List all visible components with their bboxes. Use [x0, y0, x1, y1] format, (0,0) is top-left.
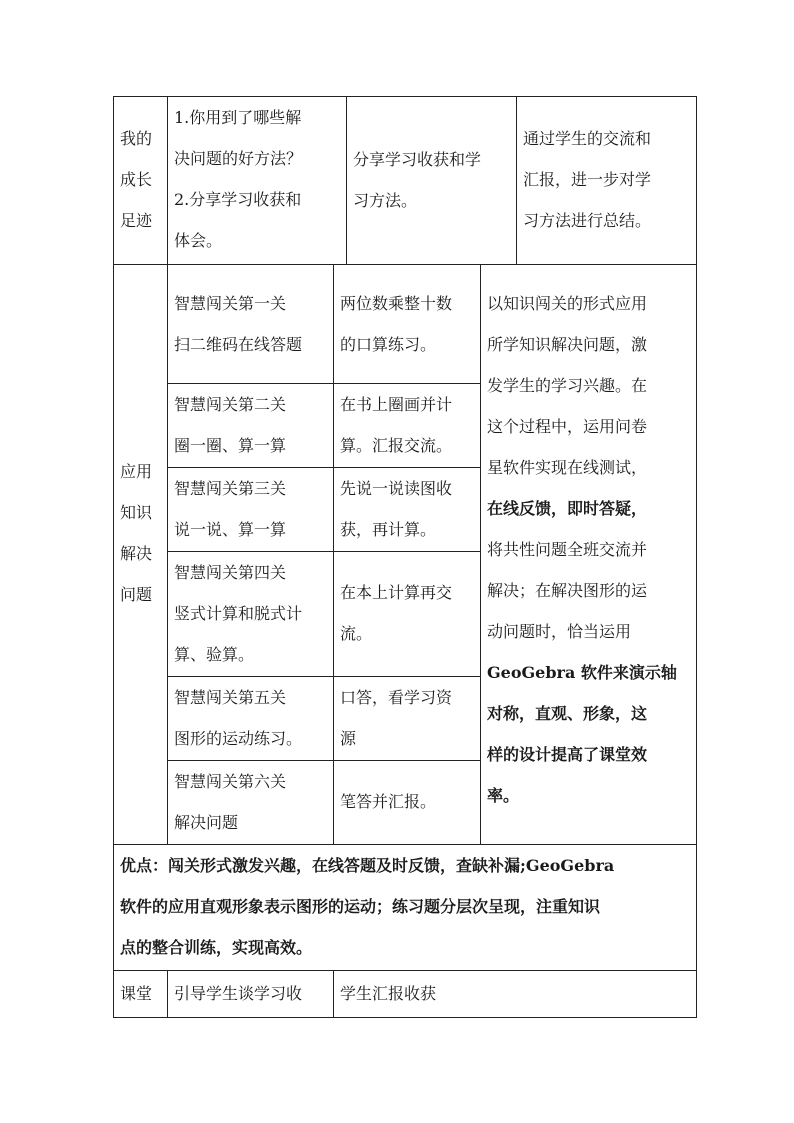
apply-intent: 以知识闯关的形式应用 所学知识解决问题，激 发学生的学习兴趣。在 这个过程中，运用问卷 星软件实现在线测试， 在线反馈，即时答疑， 将共性问题全班交流并 解决；在解决图形的运 动问题时，恰当运用 GeoGebra 软件来演示轴 对称，直观、形象，这 样的设计提高了课堂效 率。 [487, 294, 677, 805]
class-row-label: 课堂 [120, 984, 153, 1003]
class-row-activity: 学生汇报收获 [340, 984, 437, 1003]
apply-row-5-content: 智慧闯关第五关 图形的运动练习。 [174, 688, 303, 748]
apply-row-3-content: 智慧闯关第三关 说一说、算一算 [174, 479, 287, 539]
apply-row-2-activity: 在书上圈画并计 算。汇报交流。 [340, 395, 453, 455]
summary-text: 优点：闯关形式激发兴趣，在线答题及时反馈，查缺补漏;GeoGebra 软件的应用直观形象表示图形的运动；练习题分层次呈现，注重知识 点的整合训练，实现高效。 [120, 856, 615, 957]
growth-content: 1.你用到了哪些解 决问题的好方法？ 2.分享学习收获和 体会。 [174, 108, 303, 250]
apply-row-5-activity: 口答，看学习资 源 [340, 688, 453, 748]
apply-row-2-content: 智慧闯关第二关 圈一圈、算一算 [174, 395, 287, 455]
apply-row-4-activity: 在本上计算再交 流。 [340, 583, 453, 643]
apply-label: 应用 知识 解决 问题 [120, 462, 153, 604]
apply-row-3-activity: 先说一说读图收 获，再计算。 [340, 479, 453, 539]
growth-activity: 分享学习收获和学 习方法。 [353, 150, 482, 210]
class-row-content: 引导学生谈学习收 [174, 984, 303, 1003]
apply-row-4-content: 智慧闯关第四关 竖式计算和脱式计 算、验算。 [174, 563, 303, 664]
apply-row-6-activity: 笔答并汇报。 [340, 792, 437, 811]
growth-intent: 通过学生的交流和 汇报，进一步对学 习方法进行总结。 [523, 129, 652, 230]
apply-row-6-content: 智慧闯关第六关 解决问题 [174, 772, 287, 832]
growth-label: 我的 成长 足迹 [120, 129, 153, 230]
apply-row-1-activity: 两位数乘整十数 的口算练习。 [340, 294, 453, 354]
apply-row-1-content: 智慧闯关第一关 扫二维码在线答题 [174, 294, 303, 354]
